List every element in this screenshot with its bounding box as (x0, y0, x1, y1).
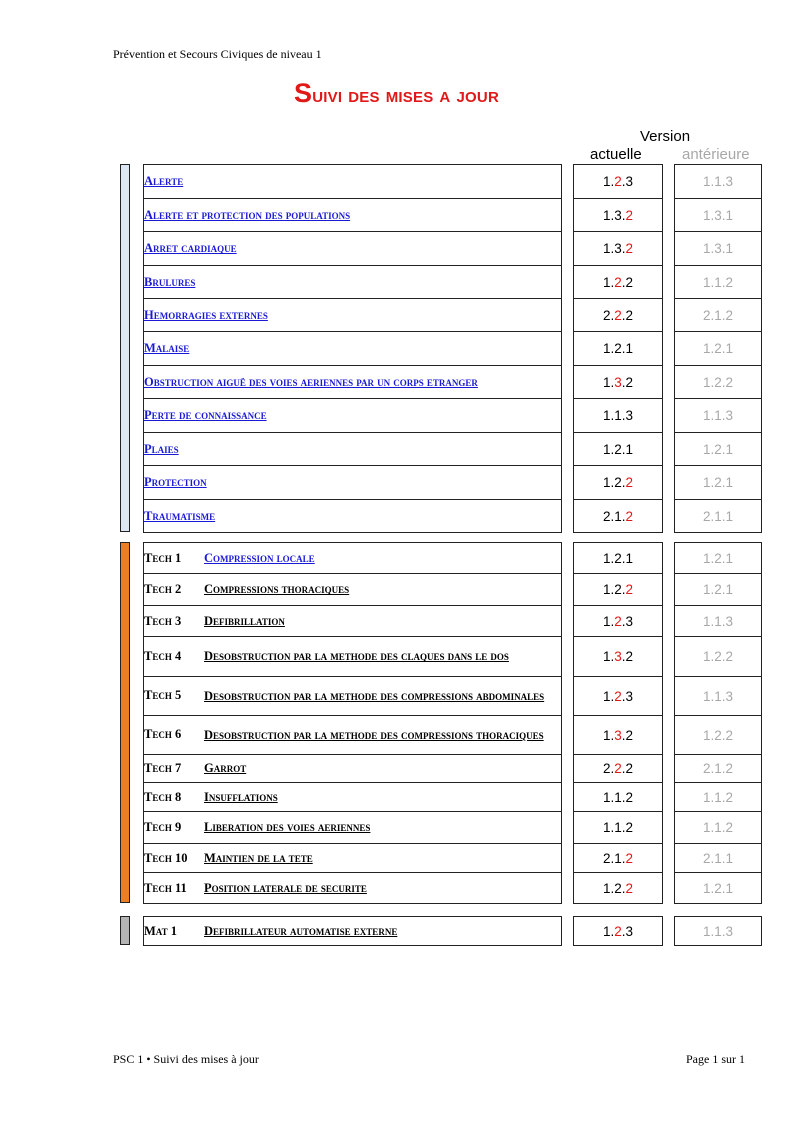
previous-version-cell: 1.2.1 (675, 543, 762, 574)
current-version-cell: 2.2.2 (574, 299, 663, 332)
table-row (675, 165, 762, 199)
current-version-cell: 1.1.2 (574, 783, 663, 812)
previous-version-cell: 1.1.2 (675, 783, 762, 812)
table-row (675, 266, 762, 299)
table-row (574, 332, 663, 366)
current-version-cell: 1.3.2 (574, 232, 663, 266)
sheet-code: Tech 8 (144, 789, 182, 804)
table-row (574, 266, 663, 299)
changed-digit: 2 (625, 508, 634, 524)
current-version-cell: 1.2.2 (574, 466, 663, 500)
previous-version-cell: 2.1.2 (675, 755, 762, 783)
sheet-link[interactable]: Maintien de la tete (204, 850, 313, 865)
techniques-previous-version-column (674, 542, 762, 904)
table-row (675, 637, 762, 677)
table-row (574, 677, 663, 716)
sheet-title-cell[interactable] (144, 299, 562, 332)
sheet-title-cell[interactable] (144, 783, 562, 812)
changed-digit: 2 (614, 613, 622, 629)
current-version-cell: 1.2.3 (574, 677, 663, 716)
table-row (675, 812, 762, 844)
sheet-code: Tech 3 (144, 613, 182, 628)
table-row (574, 783, 663, 812)
sheet-link[interactable]: Perte de connaissance (144, 408, 267, 422)
sheet-code: Tech 1 (144, 550, 182, 565)
table-row (144, 199, 562, 232)
changed-digit: 3 (614, 727, 622, 743)
table-row (675, 755, 762, 783)
table-row (144, 500, 562, 533)
sheet-link[interactable]: Desobstruction par la methode des compressions abdominales (204, 688, 545, 703)
previous-version-cell: 1.1.3 (675, 917, 762, 946)
table-row (574, 755, 663, 783)
sheet-title-cell[interactable] (144, 466, 562, 500)
table-row (144, 677, 562, 716)
previous-version-cell: 1.1.3 (675, 677, 762, 716)
sheet-link[interactable]: Alerte (144, 174, 184, 188)
sheet-title-cell[interactable] (144, 543, 562, 574)
sheet-link[interactable]: Desobstruction par la methode des claques dans le dos (204, 649, 509, 664)
table-row (144, 466, 562, 500)
table-row (675, 232, 762, 266)
table-row (675, 677, 762, 716)
current-version-cell: 1.2.1 (574, 433, 663, 466)
sheet-code: Tech 4 (144, 648, 182, 663)
table-row (675, 716, 762, 755)
previous-version-cell: 1.2.2 (675, 716, 762, 755)
current-version-cell: 1.2.3 (574, 165, 663, 199)
table-row (675, 399, 762, 433)
current-version-cell: 1.2.2 (574, 266, 663, 299)
table-row (144, 433, 562, 466)
version-header: Version (640, 128, 691, 145)
footer-right: Page 1 sur 1 (686, 1052, 745, 1066)
sheet-title-cell[interactable] (144, 812, 562, 844)
table-row (574, 399, 663, 433)
previous-version-cell: 1.1.3 (675, 399, 762, 433)
sheet-title-cell[interactable] (144, 637, 562, 677)
version-previous-header: antérieure (682, 146, 750, 163)
sheet-title-cell[interactable] (144, 232, 562, 266)
sheet-link[interactable]: Desobstruction par la methode des compressions thoraciques (204, 727, 544, 742)
sheet-title-cell[interactable] (144, 500, 562, 533)
current-version-cell: 1.2.2 (574, 574, 663, 606)
table-row (144, 812, 562, 844)
table-row (144, 574, 562, 606)
materiel-category-strip (120, 916, 130, 945)
table-row (144, 637, 562, 677)
table-row (675, 606, 762, 637)
previous-version-cell: 1.2.2 (675, 366, 762, 399)
footer-left: PSC 1 • Suivi des mises à jour (113, 1052, 259, 1066)
materiel-title-column (143, 916, 562, 946)
current-version-cell: 1.2.1 (574, 332, 663, 366)
techniques-title-column (143, 542, 562, 904)
sheet-link[interactable]: Obstruction aiguë des voies aeriennes par un corps etranger (144, 374, 478, 389)
sheet-title-cell[interactable] (144, 332, 562, 366)
table-row (675, 844, 762, 873)
previous-version-cell: 1.2.1 (675, 466, 762, 500)
changed-digit: 2 (625, 880, 634, 896)
sheet-link[interactable]: Compressions thoraciques (204, 582, 350, 596)
table-row (574, 366, 663, 399)
sheet-link[interactable]: Insufflations (204, 789, 278, 804)
table-row (574, 574, 663, 606)
previous-version-cell: 1.2.2 (675, 637, 762, 677)
table-row (675, 366, 762, 399)
sheet-link[interactable]: Defibrillation (204, 613, 285, 628)
table-row (144, 232, 562, 266)
sheet-title-cell[interactable] (144, 755, 562, 783)
sheet-code: Mat 1 (144, 923, 178, 938)
current-version-cell: 1.2.3 (574, 917, 663, 946)
techniques-current-version-column (573, 542, 663, 904)
sheet-title-cell[interactable] (144, 366, 562, 399)
sheet-title-cell[interactable] (144, 199, 562, 232)
current-version-cell: 1.3.2 (574, 716, 663, 755)
version-current-header: actuelle (590, 146, 642, 163)
sheet-link[interactable]: Protection (144, 475, 207, 489)
fiches-title-column (143, 164, 562, 533)
table-row (574, 716, 663, 755)
sheet-title-cell[interactable] (144, 574, 562, 606)
table-row (675, 500, 762, 533)
sheet-title-cell[interactable] (144, 433, 562, 466)
sheet-code: Tech 11 (144, 880, 187, 895)
previous-version-cell: 1.3.1 (675, 232, 762, 266)
table-row (675, 917, 762, 946)
table-row (675, 466, 762, 500)
previous-version-cell: 1.2.1 (675, 574, 762, 606)
page-title: Suivi des mises a jour (294, 78, 499, 108)
current-version-cell: 2.2.2 (574, 755, 663, 783)
table-row (574, 500, 663, 533)
previous-version-cell: 1.2.1 (675, 873, 762, 904)
sheet-link[interactable]: Malaise (144, 341, 190, 355)
current-version-cell: 1.3.2 (574, 366, 663, 399)
table-row (675, 199, 762, 232)
previous-version-cell: 1.1.3 (675, 606, 762, 637)
fiches-current-version-column (573, 164, 663, 533)
techniques-category-strip (120, 542, 130, 903)
table-row (574, 433, 663, 466)
table-row (574, 299, 663, 332)
table-row (574, 199, 663, 232)
sheet-link[interactable]: Position laterale de securite (204, 880, 367, 895)
table-row (675, 543, 762, 574)
sheet-link[interactable]: Traumatisme (144, 508, 216, 523)
sheet-title-cell[interactable] (144, 716, 562, 755)
table-row (675, 783, 762, 812)
current-version-cell: 1.3.2 (574, 199, 663, 232)
sheet-title-cell[interactable] (144, 844, 562, 873)
sheet-link[interactable]: Hemorragies externes (144, 307, 268, 322)
sheet-link[interactable]: Compression locale (204, 550, 315, 565)
changed-digit: 3 (614, 374, 622, 390)
changed-digit: 2 (614, 761, 622, 776)
changed-digit: 2 (625, 582, 634, 597)
sheet-link[interactable]: Garrot (204, 761, 247, 775)
table-row (675, 574, 762, 606)
previous-version-cell: 2.1.2 (675, 299, 762, 332)
previous-version-cell: 1.1.3 (675, 165, 762, 199)
current-version-cell: 2.1.2 (574, 500, 663, 533)
changed-digit: 2 (614, 688, 622, 704)
table-row (144, 844, 562, 873)
previous-version-cell: 1.3.1 (675, 199, 762, 232)
changed-digit: 2 (625, 241, 634, 256)
table-row (574, 917, 663, 946)
changed-digit: 2 (614, 274, 622, 290)
table-row (144, 917, 562, 946)
table-row (574, 844, 663, 873)
materiel-previous-version-column (674, 916, 762, 946)
table-row (675, 299, 762, 332)
table-row (574, 873, 663, 904)
sheet-title-cell[interactable] (144, 165, 562, 199)
current-version-cell: 1.2.3 (574, 606, 663, 637)
sheet-code: Tech 10 (144, 850, 188, 865)
sheet-link[interactable]: Alerte et protection des populations (144, 207, 351, 222)
sheet-code: Tech 6 (144, 727, 182, 742)
changed-digit: 2 (625, 475, 634, 490)
sheet-title-cell[interactable] (144, 677, 562, 716)
table-row (144, 716, 562, 755)
table-row (144, 873, 562, 904)
sheet-code: Tech 5 (144, 688, 182, 703)
table-row (144, 299, 562, 332)
previous-version-cell: 1.1.2 (675, 812, 762, 844)
sheet-title-cell[interactable] (144, 606, 562, 637)
sheet-code: Tech 7 (144, 761, 182, 775)
table-row (144, 266, 562, 299)
table-row (144, 606, 562, 637)
sheet-title-cell[interactable] (144, 873, 562, 904)
changed-digit: 2 (614, 307, 622, 323)
sheet-link[interactable]: Brulures (144, 274, 196, 289)
sheet-title-cell[interactable] (144, 399, 562, 433)
sheet-link[interactable]: Arret cardiaque (144, 241, 237, 255)
table-row (675, 332, 762, 366)
changed-digit: 2 (614, 923, 622, 939)
current-version-cell: 1.1.3 (574, 399, 663, 433)
changed-digit: 2 (614, 174, 622, 189)
table-row (144, 399, 562, 433)
current-version-cell: 1.1.2 (574, 812, 663, 844)
sheet-link[interactable]: Liberation des voies aeriennes (204, 820, 371, 834)
previous-version-cell: 1.1.2 (675, 266, 762, 299)
sheet-code: Tech 2 (144, 582, 182, 596)
sheet-code: Tech 9 (144, 820, 182, 834)
table-row (574, 637, 663, 677)
current-version-cell: 1.2.2 (574, 873, 663, 904)
previous-version-cell: 2.1.1 (675, 500, 762, 533)
table-row (144, 783, 562, 812)
changed-digit: 2 (625, 207, 634, 223)
table-row (574, 232, 663, 266)
current-version-cell: 2.1.2 (574, 844, 663, 873)
fiches-category-strip (120, 164, 130, 532)
table-row (574, 165, 663, 199)
table-row (675, 433, 762, 466)
current-version-cell: 1.3.2 (574, 637, 663, 677)
table-row (574, 543, 663, 574)
table-row (574, 606, 663, 637)
changed-digit: 2 (625, 850, 634, 866)
table-row (144, 332, 562, 366)
sheet-title-cell[interactable] (144, 917, 562, 946)
table-row (144, 366, 562, 399)
table-row (574, 466, 663, 500)
table-row (675, 873, 762, 904)
table-row (144, 165, 562, 199)
fiches-previous-version-column (674, 164, 762, 533)
previous-version-cell: 1.2.1 (675, 332, 762, 366)
document-header: Prévention et Secours Civiques de niveau 1 (113, 47, 322, 61)
changed-digit: 3 (614, 649, 622, 664)
materiel-current-version-column (573, 916, 663, 946)
previous-version-cell: 2.1.1 (675, 844, 762, 873)
sheet-link[interactable]: Plaies (144, 441, 179, 456)
previous-version-cell: 1.2.1 (675, 433, 762, 466)
table-row (574, 812, 663, 844)
table-row (144, 543, 562, 574)
sheet-title-cell[interactable] (144, 266, 562, 299)
table-row (144, 755, 562, 783)
sheet-link[interactable]: Defibrillateur automatise externe (204, 923, 398, 938)
current-version-cell: 1.2.1 (574, 543, 663, 574)
